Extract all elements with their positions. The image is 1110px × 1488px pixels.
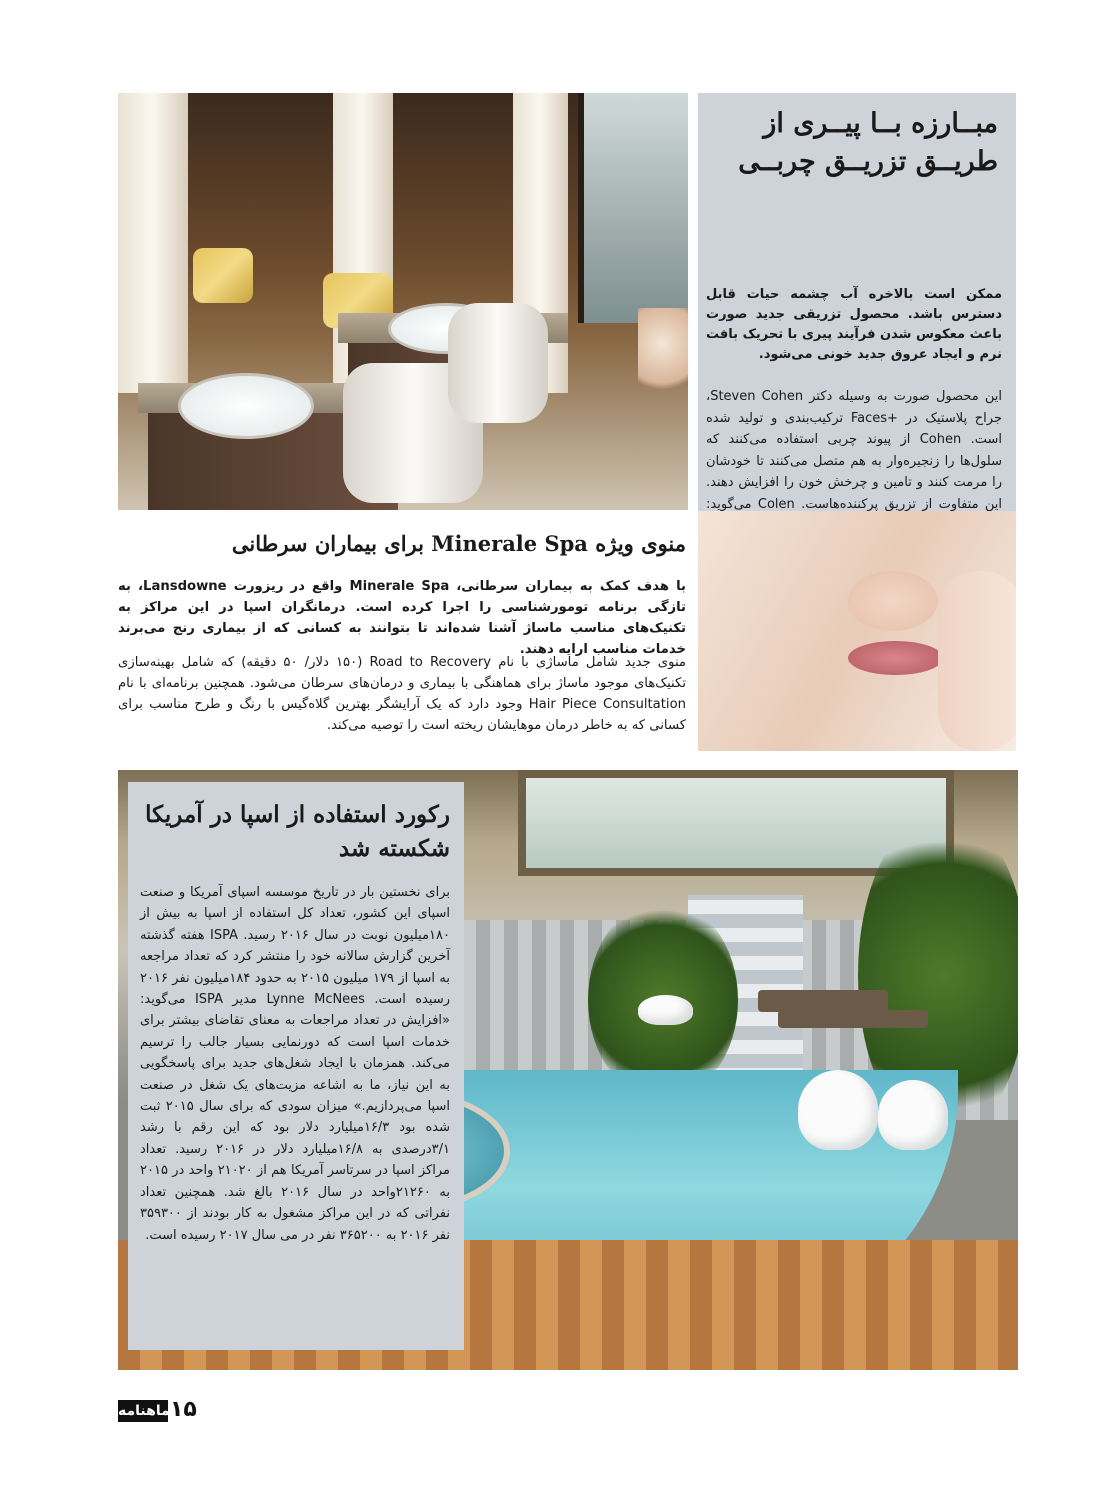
article-title: رکورد استفاده از اسپا در آمریکا شکسته شد bbox=[145, 801, 450, 862]
page-number: ۱۵ bbox=[170, 1397, 197, 1422]
article-title: مبــارزه بــا پیــری از طریــق تزریــق چربــی bbox=[738, 108, 998, 177]
article-body: برای نخستین بار در تاریخ موسسه اسپای آمریکا و صنعت اسپای این کشور، تعداد کل استفاده از اسپا به بیش از ۱۸۰میلیون نوبت در سال ۲۰۱۶ رسید. ISPA هفته گذشته آخرین گزارش سالانه خود را منتشر کرد که تعداد مراجعه به اسپا از ۱۷۹ میلیون ۲۰۱۵ به حدود ۱۸۴میلیون نفر ۲۰۱۶ رسیده است. Lynne McNees مدیر ISPA می‌گوید: «افزایش در تعداد مراجعات به معنای تقاضای بیشتر برای خدمات اسپا است که دورنمایی بسیار جالب را ترسیم می‌کند. همزمان با ایجاد شغل‌های جدید برای پاسخگویی به این نیاز، ما به اشاعه مزیت‌های یک شغل در صنعت اسپا می‌پردازیم.» میزان سودی که برای سال ۲۰۱۵ ثبت شده بود ۱۶/۳میلیارد دلار بود که این رقم با رشد ۳/۱درصدی به ۱۶/۸میلیارد دلار در ۲۰۱۶ رسید. تعداد مراکز اسپا در سرتاسر آمریکا هم از ۲۱۰۲۰ واحد در ۲۰۱۵ به ۲۱۲۶۰واحد در سال ۲۰۱۶ بالغ شد. همچنین تعداد نفراتی که در این مراکز مشغول به کار بودند از ۳۵۹۳۰۰ نفر ۲۰۱۶ به ۳۶۵۲۰۰ نفر در می سال ۲۰۱۷ رسیده است. bbox=[140, 885, 450, 1243]
article-title: منوی ویژه Minerale Spa برای بیماران سرطانی bbox=[231, 531, 686, 556]
article-body: منوی جدید شامل ماساژی با نام Road to Recovery (۱۵۰ دلار/ ۵۰ دقیقه) که شامل بهینه‌سازی تکنیک‌های موجود ماساژ برای هماهنگی با بیماری و درمان‌های سرطان می‌شود. همچنین برنامه‌ای با نام Hair Piece Consultation وجود دارد که یک آرایشگر بهترین گلاه‌گیس با رنگ و طرح مناسب برای کسانی که به خاطر درمان موهایشان ریخته است را توصیه می‌کند. bbox=[118, 655, 687, 733]
article-body: این محصول صورت به وسیله دکتر Steven Cohen، جراح پلاستیک در +Faces ترکیب‌بندی و تولید شده است. Cohen از پیوند چربی استفاده می‌کنند که سلول‌ها را زنجیره‌وار به هم متصل می‌کنند تا خودشان را مرمت کنند و تامین و چرخش خون را افزایش دهند. این متفاوت از تزریق پرکننده‌هاست. Colen می‌گوید: bbox=[706, 389, 1002, 512]
article-lead: با هدف کمک به بیماران سرطانی، Minerale Spa واقع در ریزورت Lansdowne، به تازگی برنامه تومورشناسی را اجرا کرده است. درمانگران اسپا در این مراکز به تکنیک‌های مناسب ماساژ آشنا شده‌اند تا بتوانند به کسانی که از بیماری رنج می‌برند خدمات مناسب ارایه دهند. bbox=[118, 579, 686, 657]
magazine-logo: ماهنامه bbox=[118, 1400, 168, 1422]
article-lead: ممکن است بالاخره آب چشمه حیات قابل دسترس باشد. محصول تزریقی جدید صورت باعث معکوس شدن فرآیند پیری با تحریک بافت نرم و ایجاد عروق جدید خونی می‌شود. bbox=[706, 287, 1002, 362]
spa-record-article-box bbox=[128, 782, 464, 1350]
face-closeup-photo bbox=[698, 511, 1016, 751]
spa-interior-photo bbox=[118, 93, 688, 510]
anti-aging-article-box bbox=[698, 93, 1016, 511]
